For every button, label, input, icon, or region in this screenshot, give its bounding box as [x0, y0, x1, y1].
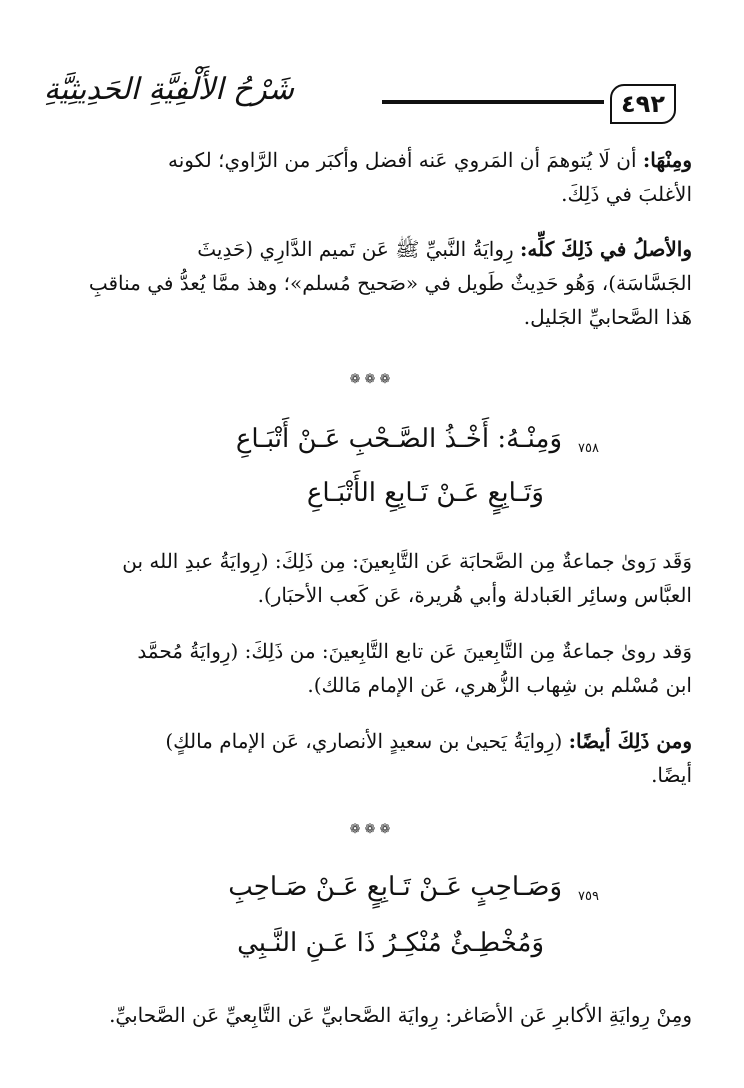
paragraph-1 [58, 143, 692, 211]
section-separator: ❁❁❁ [349, 372, 395, 387]
paragraph-lead: والأصلُ في ذَلِكَ كلِّه: [520, 237, 692, 261]
paragraph-line [58, 143, 692, 177]
paragraph-5 [58, 724, 692, 792]
paragraph-text: (رِوايَةُ يَحيىٰ بن سعيدٍ الأنصاري، عَن الإمام مالكٍ) [165, 729, 563, 753]
paragraph-line: أيضًا. [651, 763, 692, 787]
paragraph-line: وَقَد رَوىٰ جماعةٌ مِن الصَّحابَة عَن التَّابِعينَ: مِن ذَلِكَ: (رِوايَةُ عبدِ الله بن [122, 549, 692, 573]
paragraph-lead: ومن ذَلِكَ أيضًا: [568, 729, 692, 753]
paragraph-line: العبَّاس وسائِر العَبادلة وأبي هُريرة، عَن كَعب الأحبَار). [257, 583, 692, 607]
verse-hemistich-1: وَمِنْـهُ: أَخْـذُ الصَّـحْبِ عَـنْ أَتْبَـاعِ [235, 424, 562, 454]
paragraph-3 [58, 544, 692, 612]
page-header [43, 70, 676, 130]
paragraph-text: أن لَا يُتوهمَ أن المَروي عَنه أفضل وأكبَر من الرَّاوي؛ لكونه [167, 148, 637, 172]
section-separator: ❁❁❁ [349, 822, 395, 837]
paragraph-line [58, 232, 692, 266]
paragraph-line [58, 724, 692, 758]
paragraph-2 [58, 232, 692, 334]
paragraph-line: ابن مُسْلم بن شِهاب الزُّهري، عَن الإمام مَالك). [307, 673, 692, 697]
verse-hemistich-2: وَتَـابِعٍ عَـنْ تَـابِعِ الأَتْبَـاعِ [306, 478, 544, 508]
verse-number: ٧٥٨ [578, 441, 599, 456]
paragraph-line: وَقد روىٰ جماعةٌ مِن التَّابِعينَ عَن تابع التَّابِعينَ: من ذَلِكَ: (رِوايَةُ مُحمَّد [137, 639, 692, 663]
verse-number: ٧٥٩ [578, 889, 599, 904]
verse-hemistich-2: وَمُخْطِـئٌ مُنْكِـرُ ذَا عَـنِ النَّـبِي [237, 928, 544, 958]
book-title: شَرْحُ الأَلْفِيَّةِ الحَدِيثِيَّةِ [43, 72, 294, 107]
paragraph-line: ومِنْ رِوايَةِ الأكابرِ عَن الأصَاغر: رِوايَة الصَّحابيِّ عَن التَّابِعيِّ عَن الصَّحابيِّ. [109, 1003, 692, 1027]
paragraph-4 [58, 634, 692, 702]
paragraph-text: رِوايَةُ النَّبيِّ ﷺ عَن تَميم الدَّارِي (حَدِيثَ [197, 237, 514, 261]
paragraph-lead: ومِنْهَا: [642, 148, 692, 172]
header-rule [382, 100, 604, 104]
paragraph-6 [58, 998, 692, 1032]
paragraph-line: هَذا الصَّحابيِّ الجَليل. [523, 305, 692, 329]
paragraph-line: الجَسَّاسَة)، وَهُو حَدِيثٌ طَويل في «صَحيح مُسلم»؛ وهذ ممَّا يُعدُّ في مناقبِ [88, 271, 692, 295]
paragraph-line: الأغلبَ في ذَلِكَ. [561, 182, 692, 206]
page-number: ٤٩٢ [610, 84, 676, 124]
verse-hemistich-1: وَصَـاحِبٍ عَـنْ تَـابِعٍ عَـنْ صَـاحِبِ [228, 872, 562, 902]
